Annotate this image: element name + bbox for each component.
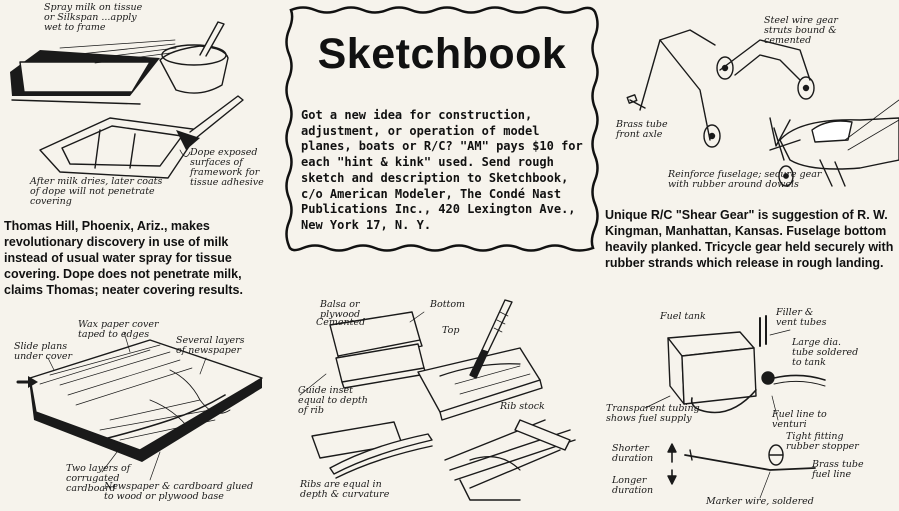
- label-newspaper-layers: Several layers of newspaper: [176, 335, 245, 356]
- label-shorter-duration: Shorter duration: [612, 443, 654, 464]
- label-spray-milk: Spray milk on tissue or Silkspan ...apply wet to frame: [44, 2, 143, 33]
- label-balsa: Balsa or plywood: [320, 299, 361, 320]
- label-cemented: Cemented: [316, 317, 366, 328]
- label-rubber-stopper: Tight fitting rubber stopper: [786, 431, 859, 452]
- label-bottom: Bottom: [430, 299, 466, 310]
- label-after-milk-dries: After milk dries, later coats of dope will not penetrate covering: [30, 176, 163, 207]
- page-title: Sketchbook: [317, 30, 567, 78]
- label-filler-vent: Filler & vent tubes: [776, 307, 827, 328]
- label-corrugated: Two layers of corrugated cardboard: [66, 463, 131, 494]
- label-top: Top: [442, 325, 460, 336]
- label-ribs-equal: Ribs are equal in depth & curvature: [300, 479, 390, 500]
- label-guide-inset: Guide inset equal to depth of rib: [298, 385, 368, 416]
- sketchbook-intro-box: [283, 4, 601, 254]
- label-dope-exposed: Dope exposed surfaces of framework for tissue adhesive: [190, 147, 264, 188]
- intro-text: Got a new idea for construction, adjustment, or operation of model planes, boats or R/C? "AM" pays $10 for each "hint & kink" used. Send rough sketch and description to Sketchbook, c/o American Modeler, The Condé Nast Publications Inc., 420 Lexington Ave., New York 17, N. Y.: [301, 108, 583, 232]
- label-slide-plans: Slide plans under cover: [14, 341, 73, 362]
- label-transparent-tubing: Transparent tubing shows fuel supply: [606, 403, 700, 424]
- label-marker-wire: Marker wire, soldered: [706, 496, 814, 507]
- label-reinforce-fuselage: Reinforce fuselage; secure gear with rubber around dowels: [668, 169, 822, 190]
- shear-gear-drawing: [627, 30, 899, 186]
- label-steel-wire: Steel wire gear struts bound & cemented: [764, 15, 838, 46]
- label-rib-stock: Rib stock: [500, 401, 545, 412]
- label-glued-base: Newspaper & cardboard glued to wood or plywood base: [104, 481, 254, 502]
- label-fuel-line: Fuel line to venturi: [772, 409, 827, 430]
- label-fuel-tank: Fuel tank: [660, 311, 706, 322]
- caption-milk-covering: Thomas Hill, Phoenix, Ariz., makes revolutionary discovery in use of milk instead of usual water spray for tissue covering. Dope does not penetrate milk, claims Thomas; neater covering results.: [4, 219, 243, 297]
- caption-shear-gear: Unique R/C "Shear Gear" is suggestion of R. W. Kingman, Manhattan, Kansas. Fuselage bottom heavily planked. Tricycle gear held securely with rubber strands which release in rough landing.: [605, 208, 894, 270]
- label-large-dia-tube: Large dia. tube soldered to tank: [792, 337, 859, 368]
- label-brass-tube-axle: Brass tube front axle: [616, 119, 668, 140]
- label-longer-duration: Longer duration: [612, 475, 654, 496]
- label-wax-paper: Wax paper cover taped to edges: [78, 319, 159, 340]
- label-brass-fuel-line: Brass tube fuel line: [812, 459, 864, 480]
